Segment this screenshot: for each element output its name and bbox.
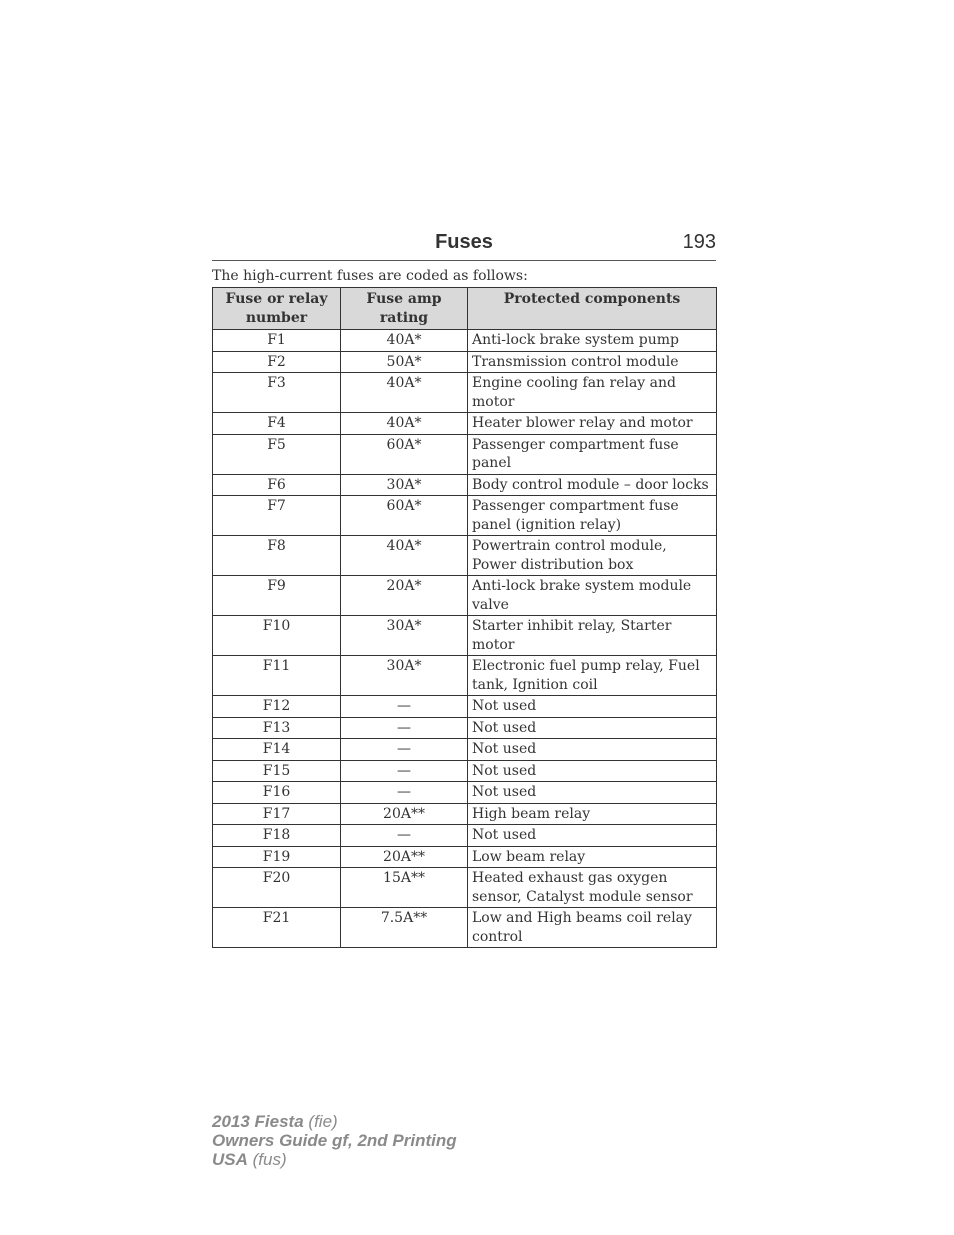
amp-rating-cell: 20A** — [341, 846, 468, 868]
intro-text: The high-current fuses are coded as follows: — [212, 268, 528, 284]
footer-model: 2013 Fiesta — [212, 1112, 304, 1131]
fuse-number-cell: F14 — [213, 739, 341, 761]
footer-line-1 — [212, 1112, 457, 1131]
protected-component-cell: Low beam relay — [468, 846, 717, 868]
amp-rating-cell: 20A** — [341, 803, 468, 825]
fuse-number-cell: F20 — [213, 868, 341, 908]
table-row — [213, 536, 717, 576]
protected-component-cell: Body control module – door locks — [468, 474, 717, 496]
protected-component-cell: Anti-lock brake system pump — [468, 330, 717, 352]
protected-component-cell: Not used — [468, 739, 717, 761]
protected-component-cell: Heater blower relay and motor — [468, 413, 717, 435]
amp-rating-cell: — — [341, 739, 468, 761]
protected-component-cell: Starter inhibit relay, Starter motor — [468, 616, 717, 656]
table-row — [213, 760, 717, 782]
table-row — [213, 616, 717, 656]
amp-rating-cell: — — [341, 696, 468, 718]
table-row — [213, 351, 717, 373]
footer-line-2 — [212, 1131, 457, 1150]
table-row — [213, 373, 717, 413]
table-row — [213, 330, 717, 352]
fuse-number-cell: F18 — [213, 825, 341, 847]
protected-component-cell: Low and High beams coil relay control — [468, 908, 717, 948]
fuse-number-cell: F7 — [213, 496, 341, 536]
amp-rating-cell: 40A* — [341, 536, 468, 576]
footer-model-code: (fie) — [308, 1112, 338, 1131]
amp-rating-cell: 60A* — [341, 496, 468, 536]
protected-component-cell: Not used — [468, 760, 717, 782]
protected-component-cell: Anti-lock brake system module valve — [468, 576, 717, 616]
amp-rating-cell: 40A* — [341, 330, 468, 352]
table-row — [213, 696, 717, 718]
page-number: 193 — [682, 231, 716, 253]
column-header-fuse: Fuse or relay number — [213, 288, 341, 330]
amp-rating-cell: 7.5A** — [341, 908, 468, 948]
protected-component-cell: Powertrain control module, Power distribution box — [468, 536, 717, 576]
amp-rating-cell: 60A* — [341, 434, 468, 474]
table-row — [213, 576, 717, 616]
protected-component-cell: Engine cooling fan relay and motor — [468, 373, 717, 413]
protected-component-cell: High beam relay — [468, 803, 717, 825]
fuse-number-cell: F16 — [213, 782, 341, 804]
table-row — [213, 496, 717, 536]
footer-guide: Owners Guide gf, 2nd Printing — [212, 1131, 457, 1150]
fuse-number-cell: F4 — [213, 413, 341, 435]
fuse-number-cell: F5 — [213, 434, 341, 474]
table-row — [213, 868, 717, 908]
table-row — [213, 908, 717, 948]
protected-component-cell: Heated exhaust gas oxygen sensor, Catalyst module sensor — [468, 868, 717, 908]
amp-rating-cell: — — [341, 782, 468, 804]
table-row — [213, 846, 717, 868]
protected-component-cell: Passenger compartment fuse panel — [468, 434, 717, 474]
column-header-components: Protected components — [468, 288, 717, 330]
protected-component-cell: Passenger compartment fuse panel (ignition relay) — [468, 496, 717, 536]
amp-rating-cell: — — [341, 717, 468, 739]
protected-component-cell: Transmission control module — [468, 351, 717, 373]
table-row — [213, 474, 717, 496]
fuse-number-cell: F10 — [213, 616, 341, 656]
fuse-table-body — [213, 330, 717, 948]
fuse-number-cell: F9 — [213, 576, 341, 616]
table-row — [213, 825, 717, 847]
fuse-number-cell: F11 — [213, 656, 341, 696]
fuse-number-cell: F1 — [213, 330, 341, 352]
fuse-number-cell: F17 — [213, 803, 341, 825]
amp-rating-cell: 40A* — [341, 413, 468, 435]
amp-rating-cell: 30A* — [341, 656, 468, 696]
table-row — [213, 656, 717, 696]
protected-component-cell: Not used — [468, 825, 717, 847]
amp-rating-cell: — — [341, 825, 468, 847]
protected-component-cell: Not used — [468, 696, 717, 718]
fuse-number-cell: F19 — [213, 846, 341, 868]
fuse-number-cell: F6 — [213, 474, 341, 496]
page-title: Fuses — [435, 231, 493, 253]
table-row — [213, 434, 717, 474]
amp-rating-cell: 20A* — [341, 576, 468, 616]
amp-rating-cell: 40A* — [341, 373, 468, 413]
table-row — [213, 739, 717, 761]
protected-component-cell: Not used — [468, 717, 717, 739]
fuse-number-cell: F3 — [213, 373, 341, 413]
fuse-number-cell: F21 — [213, 908, 341, 948]
footer-line-3 — [212, 1150, 457, 1169]
fuse-number-cell: F13 — [213, 717, 341, 739]
amp-rating-cell: 50A* — [341, 351, 468, 373]
protected-component-cell: Not used — [468, 782, 717, 804]
footer — [212, 1112, 457, 1169]
footer-region: USA — [212, 1150, 248, 1169]
fuse-number-cell: F2 — [213, 351, 341, 373]
amp-rating-cell: 15A** — [341, 868, 468, 908]
amp-rating-cell: — — [341, 760, 468, 782]
table-row — [213, 803, 717, 825]
footer-region-code: (fus) — [252, 1150, 287, 1169]
table-row — [213, 717, 717, 739]
fuse-number-cell: F8 — [213, 536, 341, 576]
fuse-table — [212, 287, 717, 948]
fuse-number-cell: F12 — [213, 696, 341, 718]
fuse-number-cell: F15 — [213, 760, 341, 782]
column-header-amp: Fuse amp rating — [341, 288, 468, 330]
amp-rating-cell: 30A* — [341, 616, 468, 656]
table-row — [213, 413, 717, 435]
protected-component-cell: Electronic fuel pump relay, Fuel tank, Ignition coil — [468, 656, 717, 696]
table-header-row — [213, 288, 717, 330]
table-row — [213, 782, 717, 804]
page-header — [212, 228, 716, 261]
amp-rating-cell: 30A* — [341, 474, 468, 496]
